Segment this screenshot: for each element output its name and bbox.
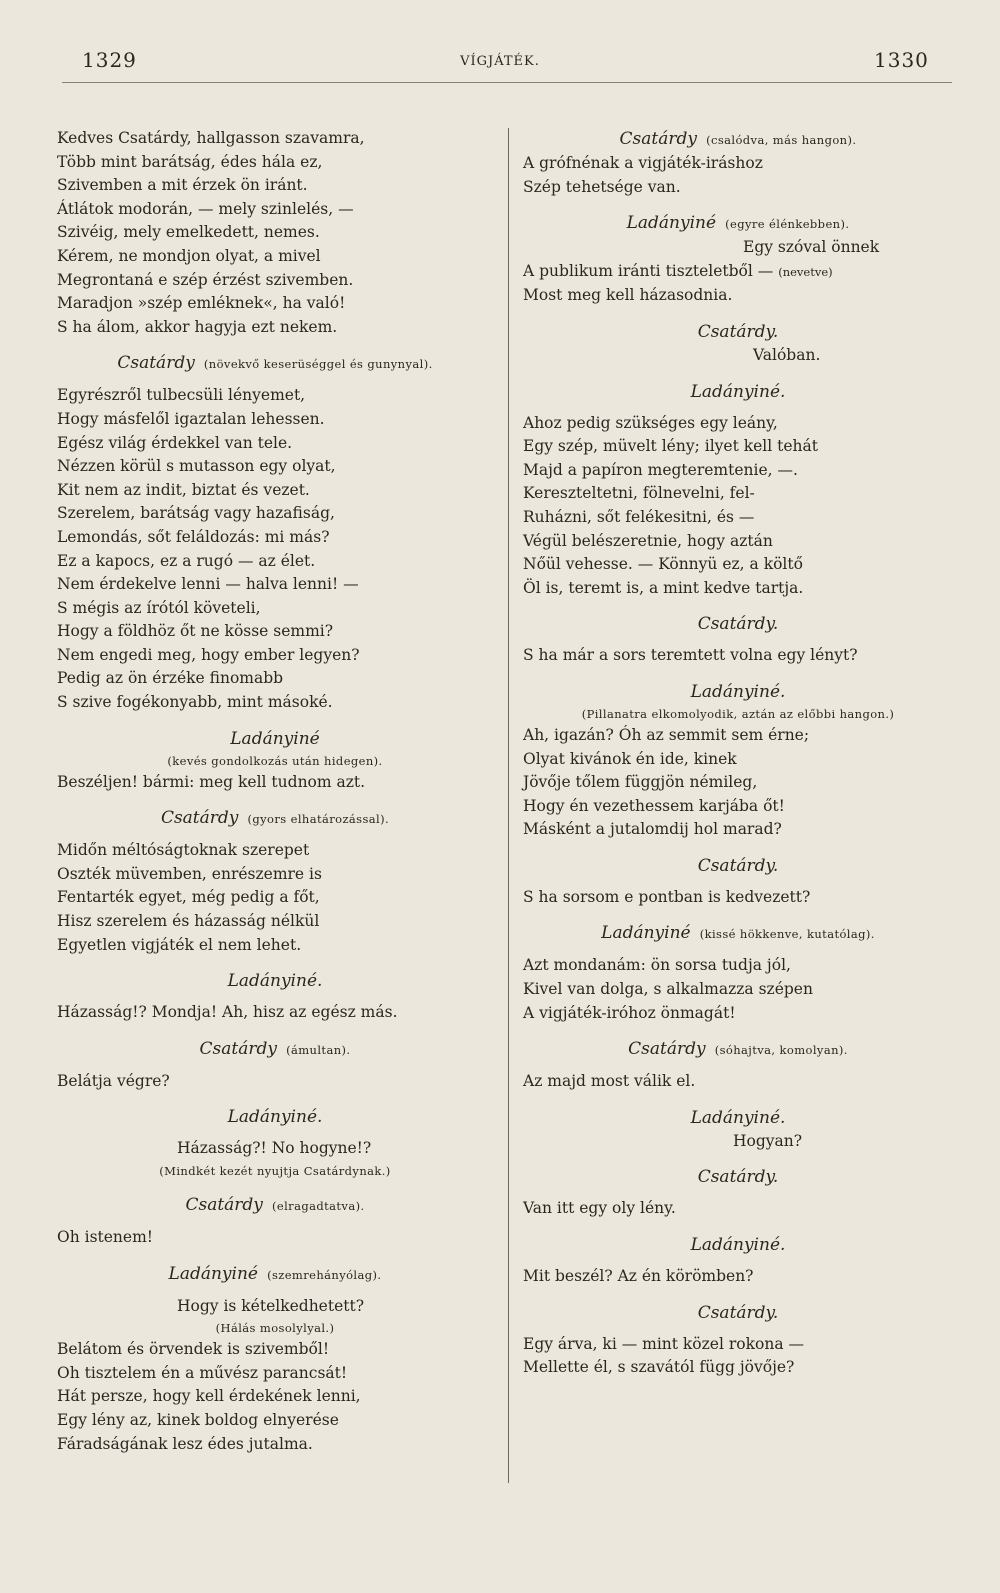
speaker-heading [523, 1301, 953, 1325]
verse-block [523, 886, 953, 910]
speaker-name: Ladányiné [230, 728, 320, 749]
speaker-name: Csatárdy. [697, 1302, 779, 1323]
speaker-name: Ladányiné [601, 923, 691, 944]
speaker-name: Csatárdy [117, 353, 195, 374]
verse-block [523, 344, 953, 368]
verse-line: S ha álom, akkor hagyja ezt nekem. [57, 317, 338, 336]
speaker-name: Csatárdy [619, 129, 697, 149]
verse-line: Hogy én vezethessem karjába őt! [523, 796, 785, 815]
speaker-heading [523, 320, 953, 344]
stage-direction: (Hálás mosolylyal.) [215, 1321, 335, 1336]
stage-direction: (nevetve) [778, 264, 833, 279]
verse-line: Egy szép, müvelt lény; ilyet kell tehát [523, 437, 818, 456]
stage-direction: (ámultan). [286, 1042, 351, 1057]
speaker-name: Csatárdy. [697, 614, 779, 635]
verse-line: Mit beszél? Az én körömben? [523, 1267, 754, 1286]
verse-line: Szivemben a mit érzek ön iránt. [57, 176, 308, 195]
speaker-name: Csatárdy. [697, 1167, 779, 1188]
speaker-name: Ladányiné. [227, 971, 323, 992]
stage-direction: (növekvő keserüséggel és gunynyal). [203, 357, 433, 372]
verse-line: Oh tisztelem én a művész parancsát! [57, 1363, 348, 1382]
verse-line: Beszéljen! bármi: meg kell tudnom azt. [57, 772, 366, 791]
speaker-name: Ladányiné [626, 213, 717, 234]
verse-line: Szerelem, barátság vagy hazafiság, [57, 504, 335, 523]
verse-line: Nőül vehesse. — Könnyü ez, a költő [523, 555, 803, 574]
verse-block [57, 384, 493, 714]
verse-block [523, 644, 953, 668]
verse-block [57, 1001, 493, 1025]
verse-block [57, 771, 493, 795]
speaker-heading [57, 969, 493, 993]
speaker-heading [523, 1233, 953, 1257]
verse-line: Szivéig, mely emelkedett, nemes. [57, 223, 320, 242]
column-divider [508, 128, 509, 1483]
verse-line: Egy szóval önnek [743, 238, 880, 257]
verse-line: Hogyan? [733, 1131, 803, 1150]
verse-line: S ha sorsom e pontban is kedvezett? [523, 887, 811, 906]
right-page-number: 1330 [874, 48, 929, 72]
speaker-heading [523, 1037, 953, 1062]
verse-block [523, 152, 953, 199]
verse-text: A publikum iránti tiszteletből — [523, 261, 774, 280]
verse-line: Több mint barátság, édes hála ez, [57, 152, 323, 171]
speaker-name: Ladányiné. [690, 381, 786, 402]
right-column [523, 127, 953, 1380]
verse-line: Fentarték egyet, még pedig a főt, [57, 888, 320, 907]
verse-line: Olyat kivánok én ide, kinek [523, 749, 737, 768]
verse-block [57, 1070, 493, 1094]
verse-block [57, 839, 493, 957]
verse-block [523, 724, 953, 842]
verse-block [523, 412, 953, 601]
speaker-name: Csatárdy. [697, 855, 779, 876]
verse-block [57, 1137, 493, 1161]
verse-line: Egyrészről tulbecsüli lényemet, [57, 386, 306, 405]
speaker-heading [57, 1193, 493, 1218]
speaker-heading [57, 1262, 493, 1287]
verse-line: Kedves Csatárdy, hallgasson szavamra, [57, 129, 365, 147]
speaker-heading [523, 211, 953, 236]
speaker-heading [57, 351, 493, 376]
speaker-heading [57, 727, 493, 751]
speaker-heading [523, 612, 953, 636]
verse-line: S ha már a sors teremtett volna egy lényt? [523, 646, 858, 665]
verse-line: Majd a papíron megteremtenie, —. [523, 460, 798, 479]
stage-direction: (Mindkét kezét nyujtja Csatárdynak.) [159, 1164, 391, 1178]
stage-direction: (elragadtatva). [272, 1199, 365, 1213]
stage-direction: (egyre élénkebben). [725, 217, 850, 232]
speaker-heading [523, 854, 953, 878]
verse-line: Oszték müvemben, enrészemre is [57, 864, 322, 883]
stage-direction: (kevés gondolkozás után hidegen). [167, 753, 383, 768]
verse-line: Kit nem az indit, biztat és vezet. [57, 480, 310, 499]
stage-direction: (sóhajtva, komolyan). [714, 1043, 848, 1058]
verse-line: Jövője tőlem függjön némileg, [523, 773, 758, 792]
verse-block [57, 1295, 493, 1319]
speaker-name: Ladányiné. [690, 1235, 786, 1256]
verse-line: Ruházni, sőt felékesitni, és — [523, 507, 755, 526]
verse-line: Egész világ érdekkel van tele. [57, 433, 293, 452]
verse-block [57, 1226, 493, 1250]
verse-line: Hisz szerelem és házasság nélkül [57, 912, 320, 931]
verse-line: Hogy másfelől igaztalan lehessen. [57, 409, 325, 428]
verse-line: Öl is, teremt is, a mint kedve tartja. [523, 578, 804, 597]
speaker-name: Csatárdy [185, 1195, 263, 1215]
left-page-number: 1329 [82, 48, 137, 72]
verse-block [57, 127, 493, 339]
verse-line: S szive fogékonyabb, mint másoké. [57, 693, 333, 712]
verse-line: Hogy a földhöz őt ne kösse semmi? [57, 622, 334, 641]
speaker-name: Ladányiné. [690, 681, 786, 702]
verse-line: Oh istenem! [57, 1228, 154, 1246]
stage-direction: (gyors elhatározással). [247, 812, 390, 827]
verse-line: Van itt egy oly lény. [523, 1199, 676, 1218]
verse-line: Lemondás, sőt feláldozás: mi más? [57, 527, 330, 546]
verse-line: Szép tehetsége van. [523, 177, 681, 196]
verse-line: Hát persze, hogy kell érdekének lenni, [57, 1387, 361, 1406]
verse-line: Pedig az ön érzéke finomabb [57, 669, 284, 688]
verse-block [523, 1197, 953, 1221]
speaker-heading [57, 1105, 493, 1129]
speaker-heading [523, 680, 953, 704]
verse-line: Egy árva, ki — mint közel rokona — [523, 1334, 804, 1353]
verse-line: Valóban. [753, 345, 821, 364]
stage-direction: (csalódva, más hangon). [706, 133, 857, 147]
stage-direction: (kissé hökkenve, kutatólag). [699, 927, 875, 942]
verse-line: Belátja végre? [57, 1071, 170, 1090]
verse-line: Mellette él, s szavától függ jövője? [523, 1358, 795, 1377]
running-title: VÍGJÁTÉK. [460, 54, 540, 69]
speaker-heading [57, 806, 493, 831]
verse-block [523, 1265, 953, 1289]
speaker-heading [57, 1037, 493, 1062]
speaker-heading [523, 921, 953, 946]
speaker-heading [523, 1106, 953, 1130]
verse-line: Egy lény az, kinek boldog elnyerése [57, 1410, 339, 1429]
verse-line: A vigjáték-iróhoz önmagát! [523, 1003, 736, 1022]
verse-line: Nézzen körül s mutasson egy olyat, [57, 457, 336, 476]
verse-line: Azt mondanám: ön sorsa tudja jól, [523, 956, 791, 975]
header-rule [62, 82, 952, 83]
speaker-name: Csatárdy [160, 808, 239, 829]
speaker-heading [523, 127, 953, 152]
verse-block [523, 236, 953, 308]
verse-line: Belátom és örvendek is szivemből! [57, 1340, 330, 1359]
verse-line: Ahoz pedig szükséges egy leány, [523, 413, 778, 432]
speaker-name: Ladányiné [168, 1263, 258, 1284]
verse-line: Midőn méltóságtoknak szerepet [57, 841, 310, 860]
verse-line [523, 260, 953, 285]
verse-line: Házasság?! No hogyne!? [177, 1139, 372, 1158]
stage-direction: (Pillanatra elkomolyodik, aztán az előbbi hangon.) [581, 706, 895, 721]
verse-line: Másként a jutalomdij hol marad? [523, 820, 782, 839]
verse-line: Egyetlen vigjáték el nem lehet. [57, 935, 302, 954]
speaker-name: Ladányiné. [227, 1107, 323, 1128]
verse-line: Átlátok modorán, — mely szinlelés, — [57, 199, 354, 218]
verse-line: S mégis az írótól követeli, [57, 598, 261, 617]
verse-line: Ez a kapocs, ez a rugó — az élet. [57, 551, 316, 570]
verse-line: Végül belészeretnie, hogy aztán [523, 531, 773, 550]
verse-line: Nem érdekelve lenni — halva lenni! — [57, 575, 359, 594]
speaker-name: Csatárdy [199, 1038, 277, 1059]
stage-direction: (szemrehányólag). [267, 1267, 382, 1282]
verse-block [523, 1333, 953, 1380]
verse-line: Fáradságának lesz édes jutalma. [57, 1434, 313, 1453]
speaker-name: Csatárdy. [697, 321, 779, 342]
verse-line: Hogy is kételkedhetett? [177, 1296, 365, 1315]
left-column [57, 127, 493, 1456]
verse-block [57, 1338, 493, 1456]
verse-line: Az majd most válik el. [523, 1072, 696, 1091]
verse-line: Ah, igazán? Óh az semmit sem érne; [523, 725, 810, 744]
speaker-heading [523, 380, 953, 404]
verse-line: Megrontaná e szép érzést szivemben. [57, 270, 354, 289]
speaker-name: Ladányiné. [690, 1107, 786, 1128]
verse-line: Maradjon »szép emléknek«, ha való! [57, 294, 346, 313]
verse-line: A grófnénak a vigjáték-iráshoz [523, 154, 763, 172]
verse-block [523, 1070, 953, 1094]
verse-block [523, 1130, 953, 1154]
speaker-heading [523, 1165, 953, 1189]
verse-line: Kivel van dolga, s alkalmazza szépen [523, 980, 813, 999]
verse-line: Kérem, ne mondjon olyat, a mivel [57, 246, 321, 265]
verse-line: Házasság!? Mondja! Ah, hisz az egész más. [57, 1003, 398, 1022]
verse-line: Nem engedi meg, hogy ember legyen? [57, 645, 360, 664]
verse-line: Most meg kell házasodnia. [523, 286, 733, 305]
verse-line: Kereszteltetni, fölnevelni, fel- [523, 484, 755, 503]
verse-block [523, 954, 953, 1025]
speaker-name: Csatárdy [628, 1039, 706, 1060]
